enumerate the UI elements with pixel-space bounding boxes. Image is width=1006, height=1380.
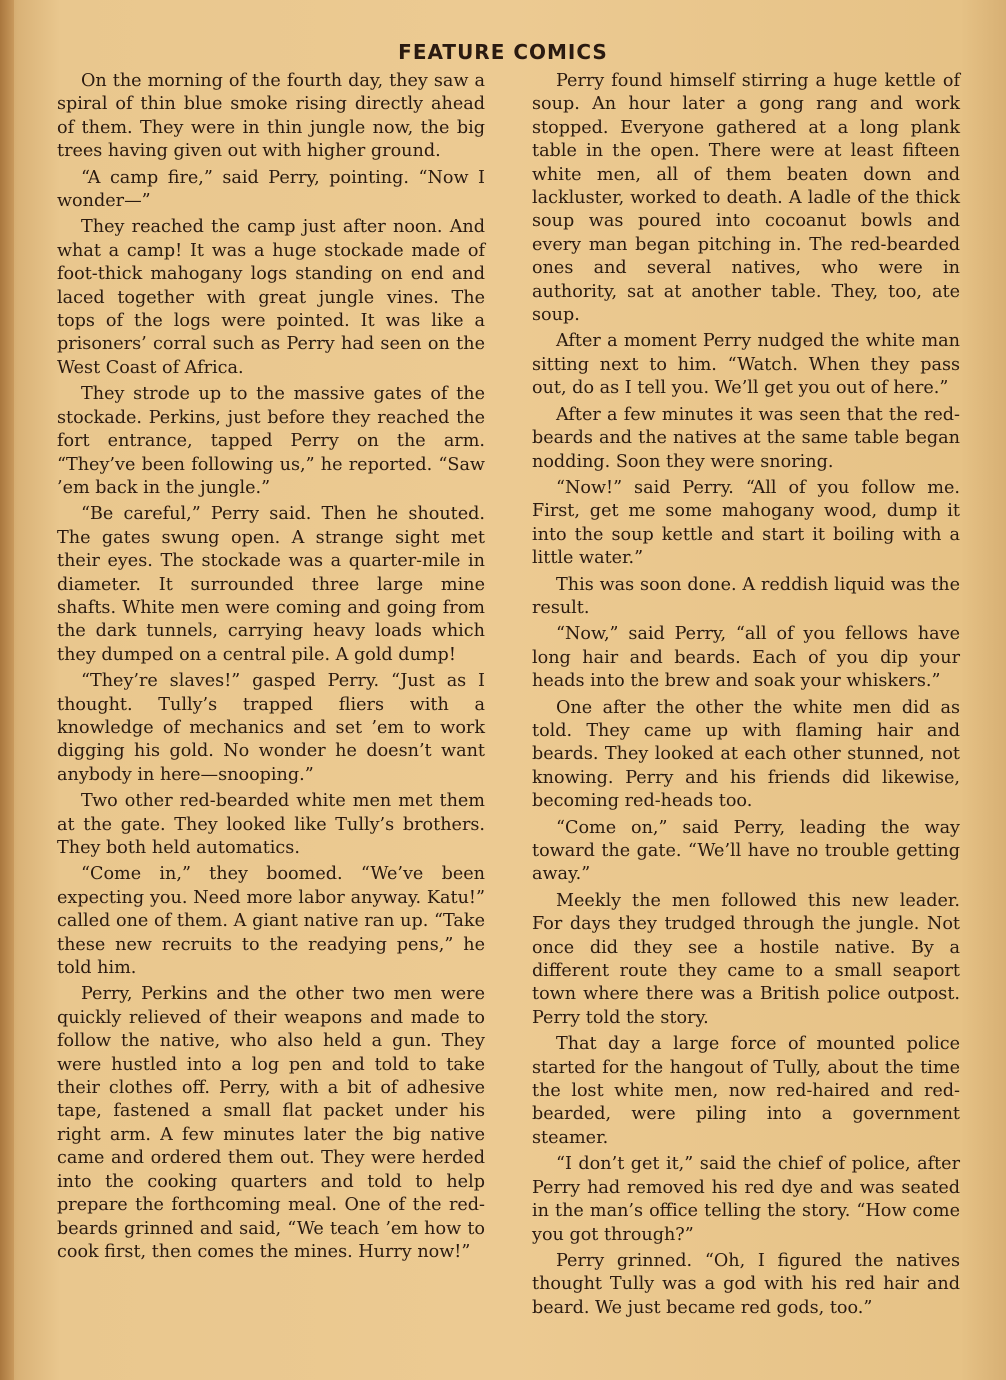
page-spine [0, 0, 14, 1380]
page-header: FEATURE COMICS [398, 40, 608, 64]
paragraph: “A camp fire,” said Perry, pointing. “Now I wonder—” [57, 167, 485, 212]
paragraph: “Now,” said Perry, “all of you fellows have long hair and beards. Each of you dip your heads into the brew and soak your whiskers.” [532, 624, 960, 692]
paragraph: After a moment Perry nudged the white man sitting next to him. “Watch. When they pass out, do as I tell you. We’ll get you out of here.” [532, 331, 960, 399]
paragraph: Two other red-bearded white men met them at the gate. They looked like Tully’s brothers. They both held automatics. [57, 791, 485, 858]
paragraph: This was soon done. A reddish liquid was the result. [532, 574, 960, 618]
paragraph: “I don’t get it,” said the chief of police, after Perry had removed his red dye and was seated in the man’s office telling the story. “How come you got through?” [532, 1154, 960, 1245]
paragraph: They reached the camp just after noon. And what a camp! It was a huge stockade made of foot-thick mahogany logs standing on end and laced together with great jungle vines. The tops of the logs were pointed. It was like a prisoners’ corral such as Perry had seen on the West Coast of Africa. [57, 217, 485, 378]
paragraph: “They’re slaves!” gasped Perry. “Just as I thought. Tully’s trapped fliers with a knowledge of mechanics and set ’em to work digging his gold. No wonder he doesn’t want anybody in here—snooping.” [57, 671, 485, 785]
right-column [532, 70, 960, 1323]
paragraph: “Come in,” they boomed. “We’ve been expecting you. Need more labor anyway. Katu!” called one of them. A giant native ran up. “Take these new recruits to the readying pens,” he told him. [57, 864, 485, 979]
paragraph: After a few minutes it was seen that the red-beards and the natives at the same table began nodding. Soon they were snoring. [532, 404, 960, 472]
paragraph: On the morning of the fourth day, they saw a spiral of thin blue smoke rising directly ahead of them. They were in thin jungle now, the big trees having given out with higher ground. [57, 71, 485, 162]
paragraph: Meekly the men followed this new leader. For days they trudged through the jungle. Not once did they see a hostile native. By a different route they came to a small seaport town where there was a British police outpost. Perry told the story. [532, 890, 960, 1028]
paragraph: One after the other the white men did as told. They came up with flaming hair and beards. They looked at each other stunned, not knowing. Perry and his friends did likewise, becoming red-heads too. [532, 697, 960, 812]
paragraph: That day a large force of mounted police started for the hangout of Tully, about the time the lost white men, now red-haired and red-bearded, were piling into a government steamer. [532, 1034, 960, 1148]
paragraph: “Come on,” said Perry, leading the way toward the gate. “We’ll have no trouble getting away.” [532, 817, 960, 885]
paragraph: Perry, Perkins and the other two men were quickly relieved of their weapons and made to follow the native, who also held a gun. They were hustled into a log pen and told to take their clothes off. Perry, with a bit of adhesive tape, fastened a small flat packet under his right arm. A few minutes later the big native came and ordered them out. They were herded into the cooking quarters and told to help prepare the forthcoming meal. One of the red-beards grinned and said, “We teach ’em how to cook first, then comes the mines. Hurry now!” [57, 984, 485, 1262]
left-column [57, 70, 485, 1267]
paragraph: “Now!” said Perry. “All of you follow me. First, get me some mahogany wood, dump it into the soup kettle and start it boiling with a little water.” [532, 477, 960, 569]
paragraph: Perry found himself stirring a huge kettle of soup. An hour later a gong rang and work stopped. Everyone gathered at a long plank table in the open. There were at least fifteen white men, all of them beaten down and lackluster, worked to death. A ladle of the thick soup was poured into cocoanut bowls and every man began pitching in. The red-bearded ones and several natives, who were in authority, sat at another table. They, too, ate soup. [532, 71, 960, 326]
paragraph: Perry grinned. “Oh, I figured the natives thought Tully was a god with his red hair and beard. We just became red gods, too.” [532, 1250, 960, 1318]
paragraph: They strode up to the massive gates of the stockade. Perkins, just before they reached the fort entrance, tapped Perry on the arm. “They’ve been following us,” he reported. “Saw ’em back in the jungle.” [57, 384, 485, 498]
paragraph: “Be careful,” Perry said. Then he shouted. The gates swung open. A strange sight met their eyes. The stockade was a quarter-mile in diameter. It surrounded three large mine shafts. White men were coming and going from the dark tunnels, carrying heavy loads which they dumped on a central pile. A gold dump! [57, 504, 485, 665]
